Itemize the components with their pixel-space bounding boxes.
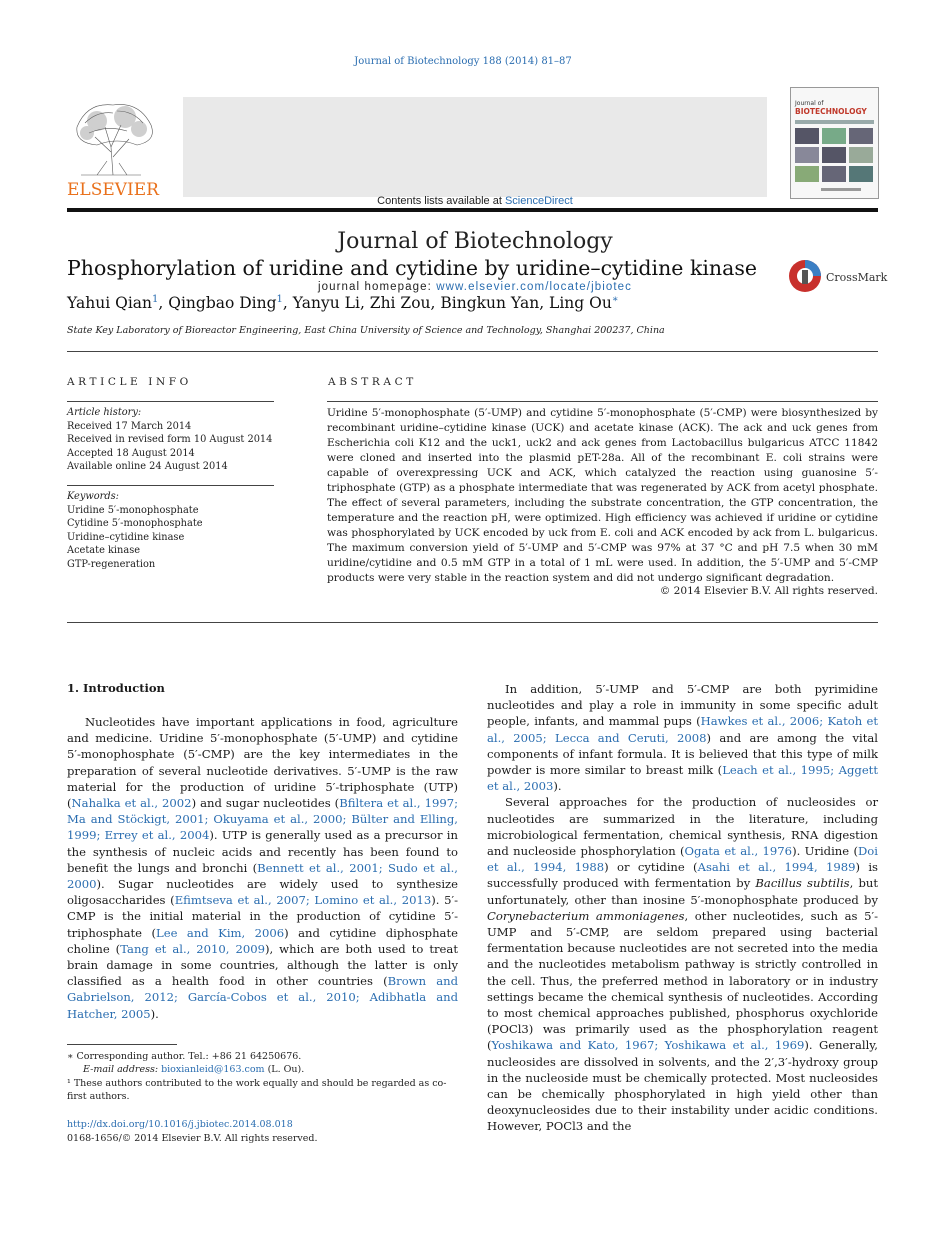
- citation-link[interactable]: Asahi et al., 1994, 1989: [697, 860, 856, 875]
- keywords: [67, 490, 203, 572]
- svg-text:Journal of: Journal of: [795, 100, 824, 107]
- corresponding-author-note: ∗ Corresponding author. Tel.: +86 21 64250676.: [67, 1051, 302, 1062]
- journal-citation-link[interactable]: Journal of Biotechnology 188 (2014) 81–87: [354, 56, 572, 67]
- species-name: Bacillus subtilis: [755, 876, 850, 891]
- citation-link[interactable]: Yoshikawa and Kato, 1967; Yoshikawa et al., 1969: [491, 1038, 805, 1053]
- citation-link[interactable]: Bennett et al., 2001; Sudo et al., 2000: [67, 860, 458, 892]
- history-accepted: Accepted 18 August 2014: [67, 447, 195, 459]
- divider: [67, 351, 878, 352]
- elsevier-tree-icon: [67, 97, 159, 199]
- divider: [327, 401, 878, 402]
- citation-link[interactable]: Tang et al., 2010, 2009: [120, 941, 265, 956]
- journal-cover[interactable]: [790, 87, 879, 199]
- section-heading: 1. Introduction: [67, 681, 165, 695]
- citation-link[interactable]: Brown and Gabrielson, 2012; García-Cobos et al., 2010; Adibhatla and Hatcher, 2005: [67, 974, 459, 1021]
- divider: [67, 401, 274, 402]
- author-footnote-mark[interactable]: 1: [276, 294, 283, 305]
- author-footnote-mark[interactable]: 1: [152, 294, 159, 305]
- history-received: Received 17 March 2014: [67, 420, 192, 432]
- history-online: Available online 24 August 2014: [67, 461, 228, 473]
- abstract-text: Uridine 5′-monophosphate (5′-UMP) and cytidine 5′-monophosphate (5′-CMP) were biosynthesized by recombinant uridine–cytidine kinase (UCK) and acetate kinase (ACK). The ack and uck genes from Escherichia coli K12 and the uck1, uck2 and ack genes from Lactobacillus bulgaricus ATCC 11842 were cloned and inserted into the plasmid pET-28a. All of the recombinant E. coli strains were capable of overexpressing UCK and ACK, which catalyzed the reaction using guanosine 5′-triphosphate (GTP) as a phosphate intermediate that was regenerated by ACK from acetyl phosphate. The effect of several parameters, including the substrate concentration, the GTP concentration, the temperature and the reaction pH, were optimized. High efficiency was achieved if uridine or cytidine was phosphorylated by UCK encoded by uck from E. coli and ACK encoded by ack from L. bulgaricus. The maximum conversion yield of 5′-UMP and 5′-CMP was 97% at 37 °C and pH 7.5 when 30 mM uridine/cytidine and 0.5 mM GTP in a total of 1 mL were used. In addition, the 5′-UMP and 5′-CMP products were very stable in the reaction system and did not undergo significant degradation.: [327, 407, 878, 584]
- abstract-heading: ABSTRACT: [328, 376, 417, 388]
- equal-contribution-note: ¹ These authors contributed to the work equally and should be regarded as co-first authors.: [67, 1077, 447, 1103]
- citation-link[interactable]: Nahalka et al., 2002: [71, 796, 192, 811]
- author-name: Ling Ou: [549, 294, 612, 313]
- citation-link[interactable]: Lee and Kim, 2006: [156, 925, 285, 940]
- issn-line: 0168-1656/© 2014 Elsevier B.V. All rights reserved.: [67, 1132, 318, 1144]
- author-name: Qingbao Ding: [168, 294, 277, 313]
- paragraph: Nucleotides have important applications in food, agriculture and medicine. Uridine 5′-monophosphate (5′-UMP) and cytidine 5′-monophosphate (5′-CMP) are the key intermediates in the preparation of several nucleotide derivatives. 5′-UMP is the raw material for the production of uridine 5′-triphosphate (UTP) (Nahalka et al., 2002) and sugar nucleotides (Bfiltera et al., 1997; Ma and Stöckigt, 2001; Okuyama et al., 2000; Bülter and Elling, 1999; Errey et al., 2004). UTP is generally used as a precursor in the synthesis of nucleic acids and recently has been found to benefit the lungs and bronchi (Bennett et al., 2001; Sudo et al., 2000). Sugar nucleotides are widely used to synthesize oligosaccharides (Efimtseva et al., 2007; Lomino et al., 2013). 5′-CMP is the initial material in the production of cytidine 5′-triphosphate (Lee and Kim, 2006) and cytidine diphosphate choline (Tang et al., 2010, 2009), which are both used to treat brain damage in some countries, although the latter is only classified as a health food in other countries (Brown and Gabrielson, 2012; García-Cobos et al., 2010; Adibhatla and Hatcher, 2005).: [67, 715, 459, 1021]
- keyword: Acetate kinase: [67, 545, 141, 557]
- citation-link[interactable]: Efimtseva et al., 2007; Lomino et al., 2013: [174, 893, 432, 908]
- author-name: Yahui Qian: [67, 294, 153, 313]
- author-name: Zhi Zou: [369, 294, 431, 313]
- keyword: Uridine–cytidine kinase: [67, 531, 185, 543]
- doi-block: [67, 1118, 318, 1145]
- contents-line: Contents lists available at ScienceDirect: [377, 195, 573, 207]
- email-link[interactable]: bioxianleid@163.com: [161, 1064, 265, 1076]
- body-column-left: [67, 714, 458, 1022]
- article-history: [67, 406, 272, 474]
- svg-text:BIOTECHNOLOGY: BIOTECHNOLOGY: [795, 107, 867, 116]
- body-column-right: [487, 681, 878, 1135]
- doi-link[interactable]: http://dx.doi.org/10.1016/j.jbiotec.2014.08.018: [67, 1119, 293, 1130]
- divider: [67, 622, 878, 623]
- footnotes: [67, 1050, 458, 1104]
- affiliation: State Key Laboratory of Bioreactor Engineering, East China University of Science and Technology, Shanghai 200237, China: [67, 325, 665, 336]
- history-label: Article history:: [67, 407, 142, 418]
- species-name: Corynebacterium ammoniagenes: [487, 908, 685, 923]
- keyword: Cytidine 5′-monophosphate: [67, 518, 203, 530]
- keywords-label: Keywords:: [67, 491, 119, 502]
- crossmark-icon: [788, 258, 888, 294]
- paragraph: In addition, 5′-UMP and 5′-CMP are both pyrimidine nucleotides and play a role in immunity in some specific adult people, infants, and mammal pups (Hawkes et al., 2006; Katoh et al., 2005; Lecca and Ceruti, 2008) and are among the vital components of infant formula. It is believed that this type of milk powder is more similar to breast milk (Leach et al., 1995; Aggett et al., 2003).: [487, 682, 878, 794]
- svg-text:ELSEVIER: ELSEVIER: [67, 180, 159, 200]
- keyword: Uridine 5′-monophosphate: [67, 504, 199, 516]
- paragraph: Several approaches for the production of nucleosides or nucleotides are summarized in the literature, including microbiological fermentation, chemical synthesis, RNA digestion and nucleoside phosphorylation (Ogata et al., 1976). Uridine (Doi et al., 1994, 1988) or cytidine (Asahi et al., 1994, 1989) is successfully produced with fermentation by Bacillus subtilis, but unfortunately, other than inosine 5′-monophosphate produced by Corynebacterium ammoniagenes, other nucleotides, such as 5′-UMP and 5′-CMP, are seldom prepared using bacterial fermentation because nucleotides are not secreted into the media and the nucleotides metabolism pathway is strictly controlled in the cell. Thus, the preferred method in laboratory or in industry settings became the chemical synthesis of nucleotides. According to most chemical approaches published, phosphorus oxychloride (POCl3) was primarily used as the phosphorylation reagent (Yoshikawa and Kato, 1967; Yoshikawa et al., 1969). Generally, nucleosides are dissolved in solvents, and the 2′,3′-hydroxy group in the nucleoside must be chemically protected. Most nucleosides can be chemically phosphorylated in high yield other than deoxynucleosides due to their instability under acidic conditions. However, POCl3 and the: [487, 795, 879, 1134]
- author-list: Yahui Qian$^1$, Qingbao Ding$^1$, Yanyu Li, Zhi Zou, Bingkun Yan, Ling Ou∗: [67, 294, 619, 313]
- copyright: © 2014 Elsevier B.V. All rights reserved.: [659, 585, 878, 597]
- article-info-heading: ARTICLE INFO: [67, 376, 192, 388]
- citation-link[interactable]: Ogata et al., 1976: [684, 844, 793, 859]
- citation-link[interactable]: Leach et al., 1995; Aggett et al., 2003: [487, 763, 878, 794]
- cover-image: [791, 88, 878, 198]
- footnote-rule: [67, 1044, 177, 1045]
- article-title: Phosphorylation of uridine and cytidine by uridine–cytidine kinase: [67, 256, 758, 280]
- homepage-link[interactable]: www.elsevier.com/locate/jbiotec: [436, 281, 633, 293]
- citation-link[interactable]: Hawkes et al., 2006; Katoh et al., 2005; Lecca and Ceruti, 2008: [487, 714, 878, 745]
- citation-link[interactable]: Bfiltera et al., 1997; Ma and Stöckigt, 2001; Okuyama et al., 2000; Bülter and Elling, 1999; Errey et al., 2004: [67, 796, 458, 843]
- author-name: Yanyu Li: [292, 294, 360, 313]
- sciencedirect-link[interactable]: ScienceDirect: [504, 195, 573, 207]
- history-revised: Received in revised form 10 August 2014: [67, 434, 273, 446]
- email-note: E-mail address: bioxianleid@163.com (L. Ou).: [83, 1064, 305, 1076]
- journal-title: Journal of Biotechnology: [337, 229, 613, 254]
- author-footnote-mark[interactable]: ∗: [611, 294, 619, 305]
- author-name: Bingkun Yan: [440, 294, 540, 313]
- keyword: GTP-regeneration: [67, 558, 156, 570]
- elsevier-logo: [67, 97, 159, 199]
- svg-text:CrossMark: CrossMark: [826, 271, 888, 284]
- homepage-line: journal homepage: www.elsevier.com/locate/jbiotec: [317, 281, 633, 293]
- divider: [67, 485, 274, 486]
- header-rule: [67, 208, 878, 212]
- crossmark-badge[interactable]: [788, 258, 888, 294]
- citation-link[interactable]: Doi et al., 1994, 1988: [487, 844, 878, 875]
